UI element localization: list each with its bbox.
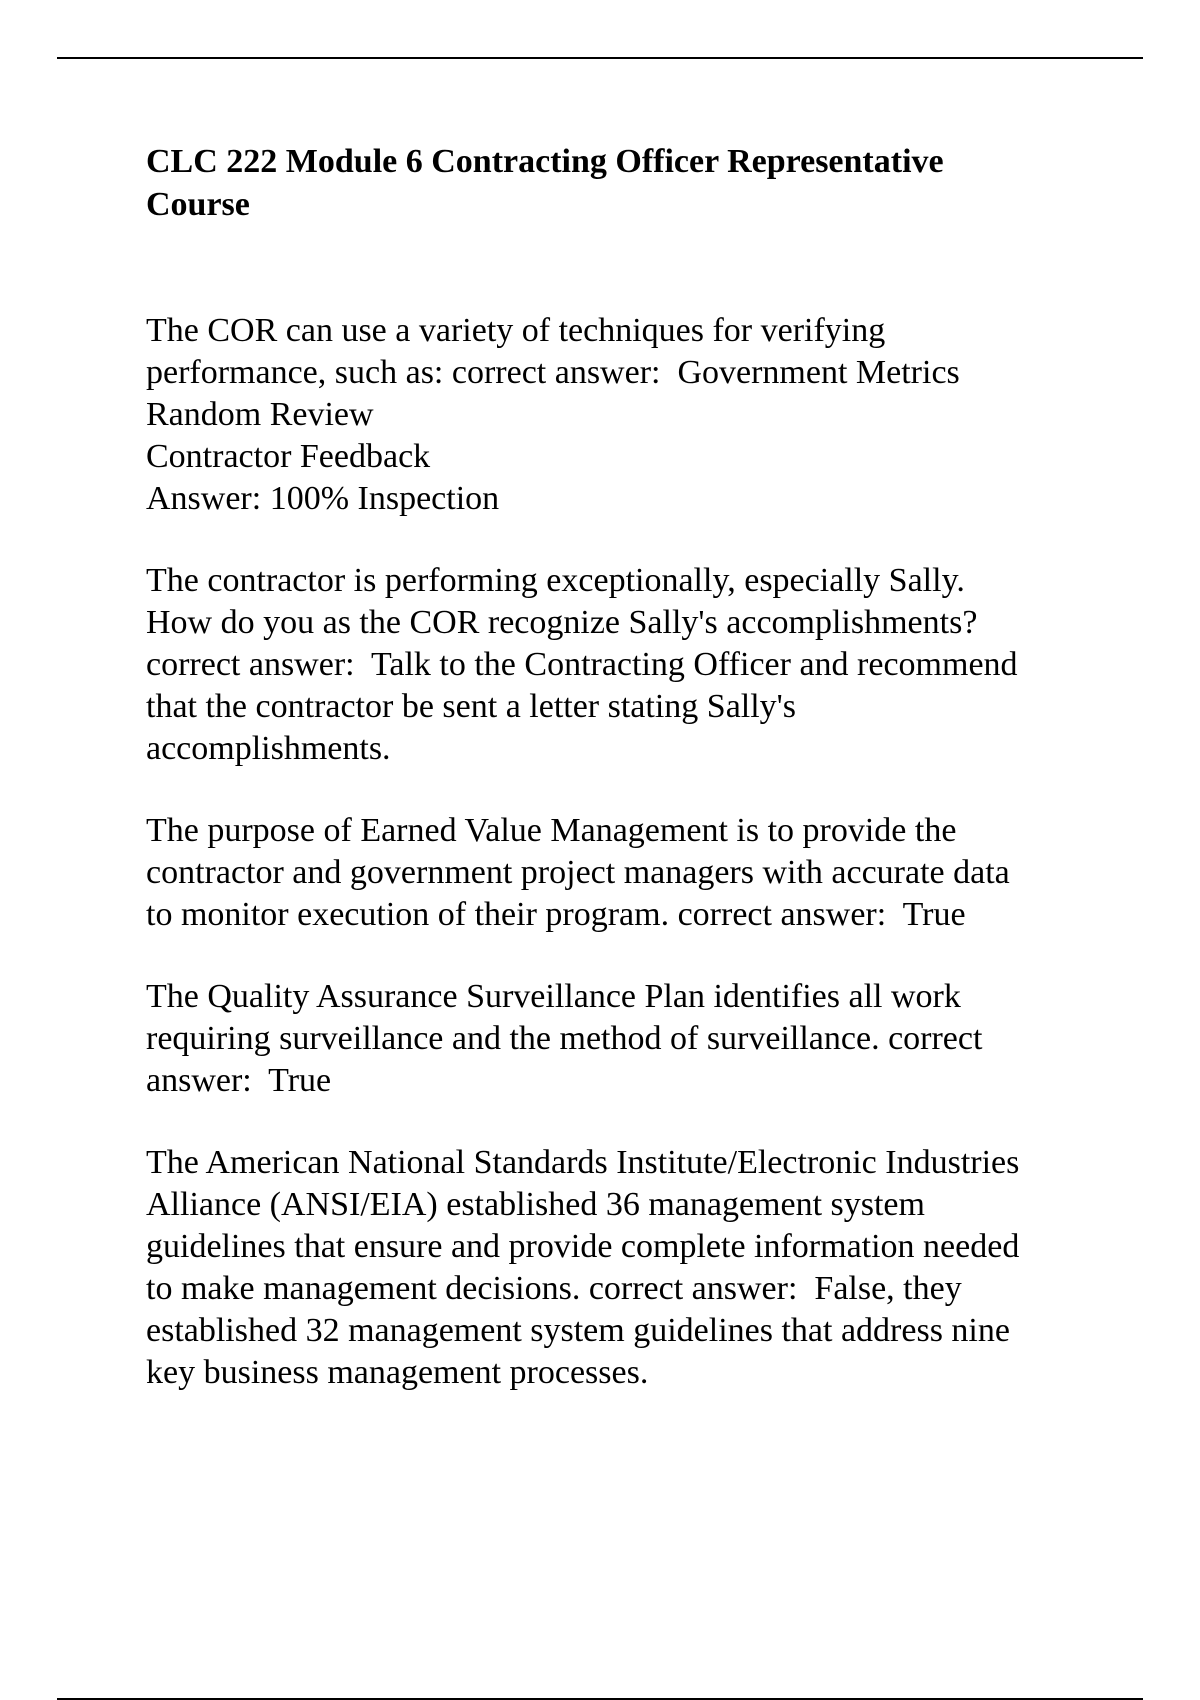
qa-line: key business management processes.	[146, 1354, 649, 1391]
qa-item	[146, 1142, 1106, 1394]
qa-line: that the contractor be sent a letter stating Sally's	[146, 688, 797, 725]
qa-item	[146, 310, 1106, 520]
qa-line: How do you as the COR recognize Sally's accomplishments?	[146, 604, 978, 641]
qa-line: to monitor execution of their program. correct answer: True	[146, 896, 966, 933]
top-rule	[57, 57, 1143, 59]
qa-item	[146, 810, 1106, 936]
qa-line: Random Review	[146, 396, 374, 433]
qa-line: Answer: 100% Inspection	[146, 480, 500, 517]
qa-line: The COR can use a variety of techniques for verifying	[146, 312, 886, 349]
document-body	[146, 140, 1106, 1434]
qa-line: The American National Standards Institute/Electronic Industries	[146, 1144, 1020, 1181]
qa-line: Contractor Feedback	[146, 438, 431, 475]
qa-line: The Quality Assurance Surveillance Plan identifies all work	[146, 978, 961, 1015]
qa-line: correct answer: Talk to the Contracting Officer and recommend	[146, 646, 1018, 683]
qa-line: requiring surveillance and the method of surveillance. correct	[146, 1020, 983, 1057]
qa-line: accomplishments.	[146, 730, 391, 767]
qa-item	[146, 976, 1106, 1102]
qa-item	[146, 560, 1106, 770]
title-line: CLC 222 Module 6 Contracting Officer Representative	[146, 143, 944, 180]
qa-line: to make management decisions. correct answer: False, they	[146, 1270, 962, 1307]
qa-line: Alliance (ANSI/EIA) established 36 management system	[146, 1186, 925, 1223]
title-line: Course	[146, 186, 250, 223]
qa-list	[146, 310, 1106, 1394]
qa-line: The purpose of Earned Value Management is to provide the	[146, 812, 957, 849]
qa-line: guidelines that ensure and provide complete information needed	[146, 1228, 1020, 1265]
document-title	[146, 140, 1106, 226]
qa-line: The contractor is performing exceptionally, especially Sally.	[146, 562, 965, 599]
qa-line: established 32 management system guidelines that address nine	[146, 1312, 1010, 1349]
qa-line: answer: True	[146, 1062, 332, 1099]
qa-line: contractor and government project managers with accurate data	[146, 854, 1010, 891]
qa-line: performance, such as: correct answer: Government Metrics	[146, 354, 960, 391]
